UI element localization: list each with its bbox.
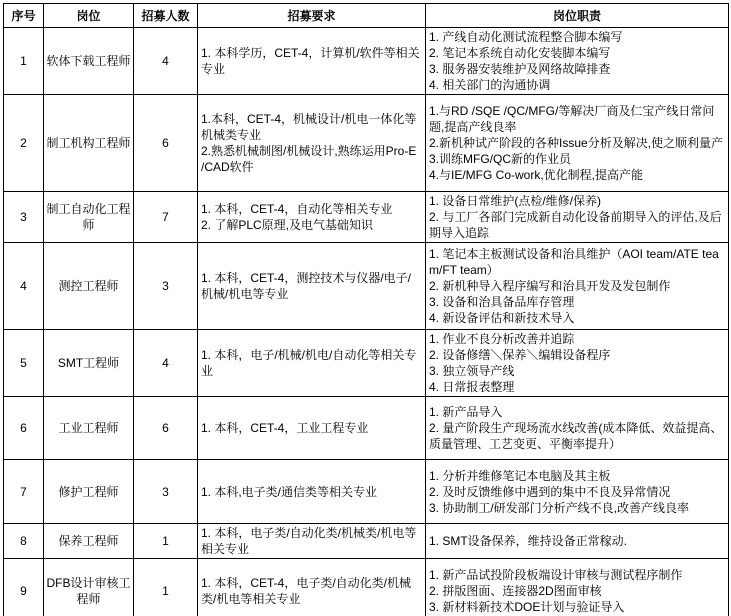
cell-position: 软体下载工程师 [44,28,134,95]
responsibility-item: 3. 独立领导产线 [429,364,515,378]
responsibility-item: 2. 设备修缮＼保养＼编辑设备程序 [429,348,611,362]
cell-headcount: 7 [134,192,198,243]
cell-index: 4 [4,243,44,330]
requirement-item: 1. 本科，电子/机械/机电/自动化等相关专业 [201,348,417,378]
responsibility-item: 3. 新材料新技术DOE计划与验证导入 [429,599,625,614]
cell-responsibilities [426,192,729,243]
cell-headcount: 1 [134,524,198,559]
responsibility-item: 1. 笔记本主板测试设备和治具维护（AOI team/ATE team/FT team） [429,247,719,277]
cell-headcount: 3 [134,460,198,524]
responsibility-item: 3. 服务器安装维护及网络故障排查 [429,62,611,76]
responsibility-item: 2. 及时反馈维修中遇到的集中不良及异常情况 [429,484,671,499]
responsibility-item: 2. 新机种导入程序编写和治具开发及发包制作 [429,279,671,293]
table-header [4,4,729,28]
responsibility-item: 1. SMT设备保养，维持设备正常稼动. [429,534,628,548]
responsibility-item: 2. 笔记本系统自动化安装脚本编写 [429,46,611,60]
requirement-item: 1. 本科学历，CET-4，计算机/软件等相关专业 [201,46,420,76]
responsibility-item: 2. 与工厂各部门完成新自动化设备前期导入的评估,及后期导入追踪 [429,210,722,240]
table-row [4,95,729,192]
cell-position: 工业工程师 [44,397,134,460]
cell-requirements [198,95,426,192]
requirement-item: 1. 本科，CET-4，自动化等相关专业 [201,202,393,216]
cell-requirements [198,524,426,559]
cell-index: 9 [4,559,44,616]
table-row [4,330,729,397]
responsibility-item: 4. 新设备评估和新技术导入 [429,311,575,325]
cell-position: 测控工程师 [44,243,134,330]
cell-headcount: 4 [134,28,198,95]
requirement-item: 1.本科，CET-4，机械设计/机电一体化等机械类专业 [201,112,417,142]
cell-responsibilities [426,28,729,95]
responsibility-item: 1. 新产品试投阶段板端设计审核与测试程序制作 [429,567,683,582]
cell-headcount: 6 [134,95,198,192]
cell-index: 7 [4,460,44,524]
table-row [4,28,729,95]
responsibility-item: 3. 协助制工/研发部门分析产线不良,改善产线良率 [429,500,690,515]
responsibility-item: 1. 作业不良分析改善并追踪 [429,332,575,346]
cell-requirements [198,397,426,460]
cell-requirements [198,192,426,243]
requirement-item: 1. 本科，CET-4，工业工程专业 [201,421,369,435]
cell-headcount: 6 [134,397,198,460]
responsibility-item: 4. 相关部门的沟通协调 [429,78,551,92]
requirement-item: 2. 了解PLC原理,及电气基础知识 [201,218,374,232]
column-header-headcount: 招募人数 [134,4,198,28]
cell-responsibilities [426,524,729,559]
cell-responsibilities [426,95,729,192]
cell-index: 8 [4,524,44,559]
requirement-item: 1. 本科，电子类/自动化类/机械类/机电等相关专业 [201,526,417,556]
cell-index: 6 [4,397,44,460]
table-row [4,192,729,243]
column-header-position: 岗位 [44,4,134,28]
responsibility-item: 3.训练MFG/QC新的作业员 [429,152,572,166]
cell-requirements [198,243,426,330]
responsibility-item: 2.新机种试产阶段的各种Issue分析及解决,使之顺利量产 [429,136,724,150]
table-row [4,524,729,559]
table-row [4,559,729,616]
cell-position: 保养工程师 [44,524,134,559]
requirement-item: 1. 本科,电子类/通信类等相关专业 [201,484,378,499]
cell-responsibilities [426,397,729,460]
cell-index: 3 [4,192,44,243]
cell-responsibilities [426,330,729,397]
responsibility-item: 1. 设备日常维护(点检/维修/保养) [429,194,602,208]
cell-position: 制工机构工程师 [44,95,134,192]
table-body [4,28,729,616]
responsibility-item: 3. 设备和治具备品库存管理 [429,295,575,309]
cell-responsibilities [426,243,729,330]
requirement-item: 1. 本科，CET-4，电子类/自动化类/机械类/机电等相关专业 [201,575,412,606]
column-header-index: 序号 [4,4,44,28]
table-row [4,243,729,330]
header-row [4,4,729,28]
responsibility-item: 1. 新产品导入 [429,405,503,419]
responsibility-item: 1.与RD /SQE /QC/MFG/等解决厂商及仁宝产线日常问题,提高产线良率 [429,104,715,134]
cell-headcount: 4 [134,330,198,397]
cell-position: 制工自动化工程师 [44,192,134,243]
requirement-item: 2.熟悉机械制图/机械设计,熟练运用Pro-E /CAD软件 [201,144,417,174]
responsibility-item: 4.与IE/MFG Co-work,优化制程,提高产能 [429,168,644,182]
cell-requirements [198,330,426,397]
cell-requirements [198,559,426,616]
cell-requirements [198,28,426,95]
responsibility-item: 4. 日常报表整理 [429,380,515,394]
column-header-responsibilities: 岗位职责 [426,4,729,28]
cell-index: 2 [4,95,44,192]
cell-headcount: 3 [134,243,198,330]
table-row [4,460,729,524]
column-header-requirements: 招募要求 [198,4,426,28]
job-recruitment-table [3,3,729,616]
responsibility-item: 2. 量产阶段生产现场流水线改善(成本降低、效益提高、质量管理、工艺变更、平衡率提升） [429,421,723,451]
cell-responsibilities [426,559,729,616]
cell-headcount: 1 [134,559,198,616]
cell-position: DFB设计审核工程师 [44,559,134,616]
cell-index: 1 [4,28,44,95]
responsibility-item: 2. 拼版图面、连接器2D图面审核 [429,583,602,598]
requirement-item: 1. 本科，CET-4，测控技术与仪器/电子/机械/机电等专业 [201,271,412,301]
cell-index: 5 [4,330,44,397]
cell-responsibilities [426,460,729,524]
cell-position: SMT工程师 [44,330,134,397]
cell-requirements [198,460,426,524]
responsibility-item: 1. 分析并维修笔记本电脑及其主板 [429,468,611,483]
cell-position: 修护工程师 [44,460,134,524]
table-row [4,397,729,460]
responsibility-item: 1. 产线自动化测试流程整合脚本编写 [429,30,623,44]
